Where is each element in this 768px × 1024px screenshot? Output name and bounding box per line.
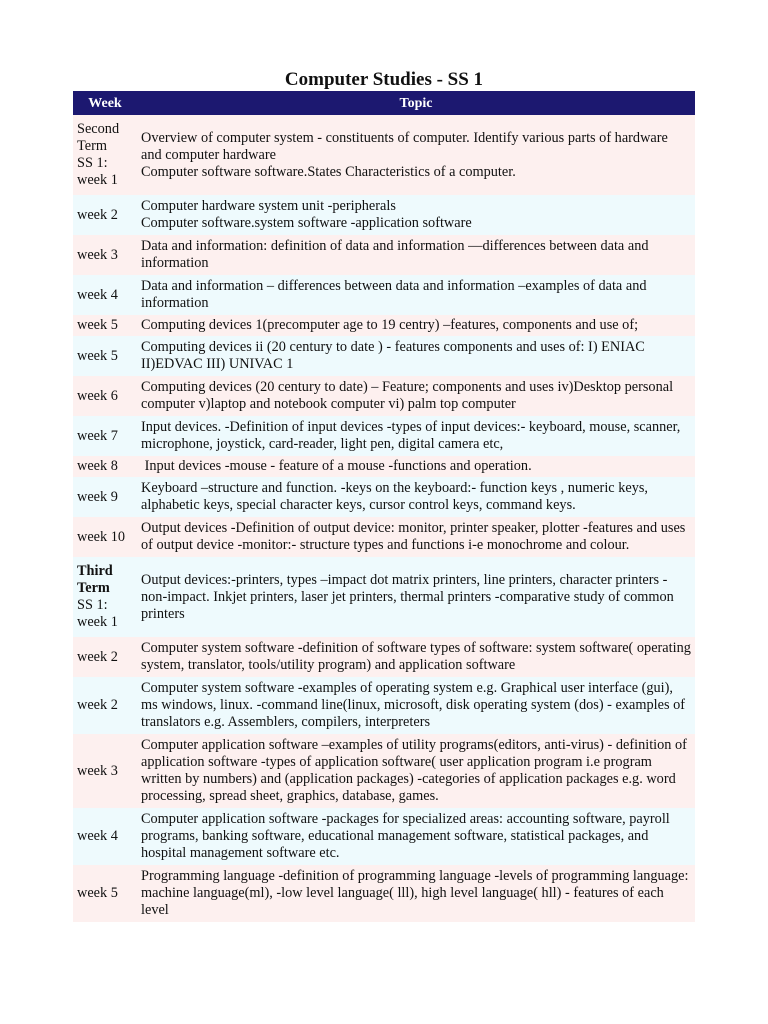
- week-cell: [73, 557, 137, 637]
- week-label: week 4: [77, 286, 118, 303]
- topic-text: Input devices. -Definition of input devices -types of input devices:- keyboard, mouse, scanner, microphone, joystick, card-reader, light pen, digital camera etc,: [141, 419, 684, 452]
- week-label: week 8: [77, 458, 118, 474]
- topic-text: Programming language -definition of programming language -levels of programming language: machine language(ml), -low level language( lll), high level language( hll) - features of each level: [141, 868, 693, 918]
- topic-cell: [137, 416, 695, 456]
- week-label: week 3: [77, 762, 118, 779]
- document-title: Computer Studies - SS 1: [284, 69, 484, 90]
- table-row: [73, 275, 695, 315]
- week-cell: [73, 456, 137, 477]
- week-cell: [73, 677, 137, 734]
- topic-cell: [137, 235, 695, 275]
- week-label: week 3: [77, 246, 118, 263]
- topic-cell: [137, 637, 695, 677]
- topic-cell: [137, 275, 695, 315]
- topic-text: Keyboard –structure and function. -keys on the keyboard:- function keys , numeric keys, alphabetic keys, special character keys, cursor control keys, command keys.: [141, 480, 652, 513]
- topic-cell: [137, 195, 695, 235]
- topic-cell: [137, 734, 695, 808]
- table-row: [73, 376, 695, 416]
- topic-cell: [137, 376, 695, 416]
- topic-text: Data and information – differences between data and information –examples of data and information: [141, 278, 651, 311]
- week-label: week 5: [77, 317, 118, 333]
- topic-line: Overview of computer system - constituents of computer. Identify various parts of hardware and computer hardware: [141, 129, 668, 163]
- topic-cell: [137, 808, 695, 865]
- topic-cell: [137, 336, 695, 376]
- week-cell: [73, 315, 137, 336]
- topic-text: Computer application software –examples of utility programs(editors, anti-virus) - definition of application software -types of application software( user application program i.e program written by numbers) and (application packages) -categories of application packages e.g. word processing, spread sheet, graphics, database, games.: [141, 737, 691, 804]
- topic-column-header: Topic: [137, 91, 695, 115]
- week-cell: [73, 734, 137, 808]
- table-row: [73, 477, 695, 517]
- week-label: week 2: [77, 206, 118, 223]
- term-label: Third: [77, 563, 113, 579]
- week-label: week 10: [77, 528, 126, 545]
- topic-text: Input devices -mouse - feature of a mouse -functions and operation.: [141, 458, 532, 474]
- week-label-line: Second: [77, 121, 120, 137]
- week-label: week 5: [77, 347, 118, 364]
- table-header-row: [73, 91, 695, 115]
- week-label: week 9: [77, 488, 118, 505]
- table-row: [73, 115, 695, 195]
- term-label: Term: [77, 580, 110, 596]
- week-label-line: Term: [77, 138, 107, 154]
- table-row: [73, 677, 695, 734]
- topic-cell: [137, 315, 695, 336]
- table-row: [73, 865, 695, 922]
- topic-text: Data and information: definition of data and information —differences between data and information: [141, 238, 653, 271]
- table-row: [73, 235, 695, 275]
- week-cell: [73, 275, 137, 315]
- topic-cell: [137, 115, 695, 195]
- table-row: [73, 517, 695, 557]
- week-label: week 6: [77, 387, 118, 404]
- topic-cell: [137, 477, 695, 517]
- topic-line: Computer software software.States Characteristics of a computer.: [141, 163, 516, 180]
- week-label: week 5: [77, 885, 118, 901]
- week-cell: [73, 865, 137, 922]
- table-row: [73, 557, 695, 637]
- table-row: [73, 315, 695, 336]
- table-row: [73, 734, 695, 808]
- week-label: week 7: [77, 427, 118, 444]
- table-row: [73, 416, 695, 456]
- week-label-line: week 1: [77, 614, 118, 630]
- week-cell: [73, 477, 137, 517]
- topic-text: Computing devices (20 century to date) – Feature; components and uses iv)Desktop personal computer v)laptop and notebook computer vi) palm top computer: [141, 379, 677, 412]
- week-cell: [73, 416, 137, 456]
- week-column-header: Week: [73, 91, 137, 115]
- topic-cell: [137, 865, 695, 922]
- week-cell: [73, 336, 137, 376]
- table-row: [73, 637, 695, 677]
- topic-line: Computer software.system software -application software: [141, 215, 472, 231]
- topic-cell: [137, 456, 695, 477]
- topic-cell: [137, 557, 695, 637]
- week-cell: [73, 517, 137, 557]
- topic-text: Output devices -Definition of output device: monitor, printer speaker, plotter -features and uses of output device -monitor:- structure types and functions i-e monochrome and colour.: [141, 520, 689, 553]
- week-label-line: SS 1:: [77, 155, 108, 171]
- topic-line: Computer hardware system unit -peripherals: [141, 198, 396, 214]
- topic-cell: [137, 677, 695, 734]
- week-cell: [73, 376, 137, 416]
- week-label: week 4: [77, 828, 118, 844]
- week-cell: [73, 195, 137, 235]
- table-row: [73, 808, 695, 865]
- topic-text: Computing devices ii (20 century to date ) - features components and uses of: I) ENIAC II)EDVAC III) UNIVAC 1: [141, 339, 649, 372]
- table-row: [73, 456, 695, 477]
- week-cell: [73, 115, 137, 195]
- table-row: [73, 195, 695, 235]
- week-label-line: SS 1:: [77, 597, 108, 613]
- table-row: [73, 336, 695, 376]
- topic-text: Computing devices 1(precomputer age to 19 centry) –features, components and use of;: [141, 317, 639, 333]
- topic-text: Computer application software -packages for specialized areas: accounting software, payroll programs, banking software, educational management software, statistical packages, and hospital management software etc.: [141, 811, 674, 861]
- curriculum-table: [73, 91, 695, 922]
- week-cell: [73, 235, 137, 275]
- topic-text: Computer system software -examples of operating system e.g. Graphical user interface (gui), ms windows, linux. -command line(linux, microsoft, disk operating system (dos) - examples of translators e.g. Assemblers, compilers, interpreters: [141, 680, 689, 730]
- topic-text: Output devices:-printers, types –impact dot matrix printers, line printers, character printers - non-impact. Inkjet printers, laser jet printers, thermal printers -comparative study of common printers: [141, 571, 678, 622]
- week-label: week 2: [77, 648, 118, 665]
- week-cell: [73, 808, 137, 865]
- week-label-line: week 1: [77, 172, 118, 188]
- topic-text: Computer system software -definition of software types of software: system software( operating system, translator, tools/utility program) and application software: [141, 640, 695, 673]
- week-cell: [73, 637, 137, 677]
- week-label: week 2: [77, 697, 118, 713]
- topic-cell: [137, 517, 695, 557]
